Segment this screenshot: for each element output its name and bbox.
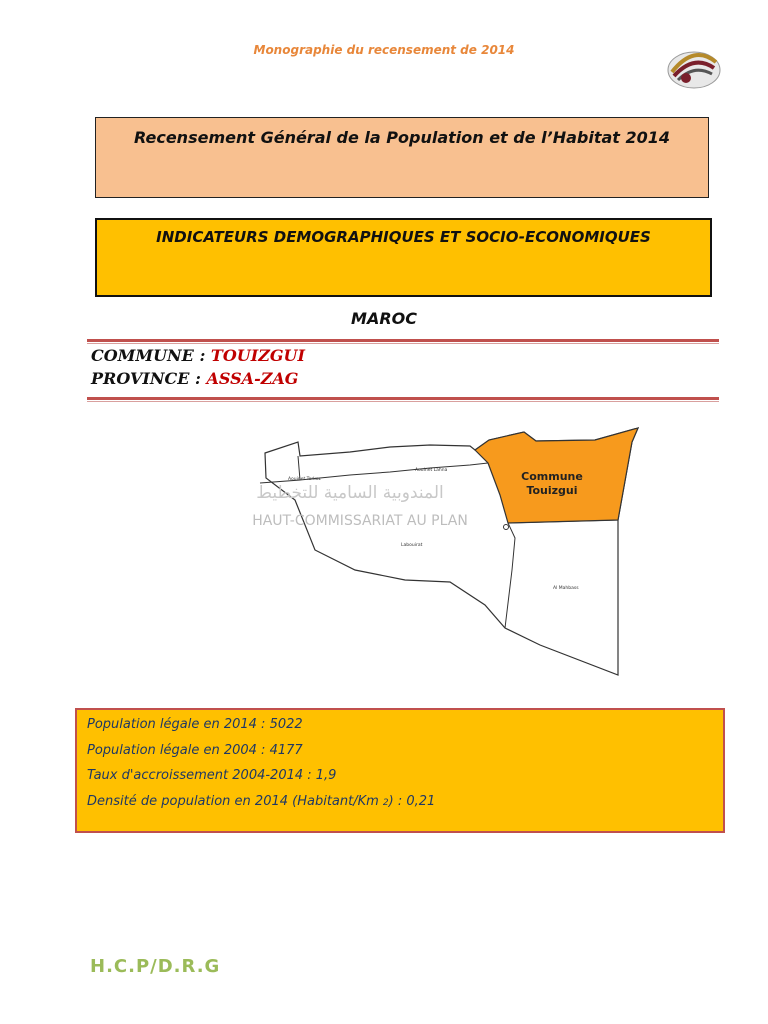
indicators-title: INDICATEURS DEMOGRAPHIQUES ET SOCIO-ECONOMIQUES xyxy=(156,228,651,246)
country-name: MAROC xyxy=(351,309,417,328)
location-marker-icon xyxy=(504,525,509,530)
region-label-4: Al Mahbass xyxy=(553,586,579,591)
population-2004: Population légale en 2004 : 4177 xyxy=(87,742,303,758)
hcp-logo-icon xyxy=(664,40,724,90)
commune-label: COMMUNE : xyxy=(91,346,211,365)
footer-label: H.C.P/D.R.G xyxy=(90,956,221,977)
watermark-latin: HAUT-COMMISSARIAT AU PLAN xyxy=(252,513,468,529)
province-map xyxy=(200,420,650,685)
commune-line xyxy=(91,346,305,365)
population-density xyxy=(87,791,723,817)
stats-box xyxy=(75,708,725,833)
watermark-arabic: المندوبية السامية للتخطيط xyxy=(256,483,444,503)
region-label-2: Aouinet Torkoz xyxy=(288,477,321,482)
province-value: ASSA-ZAG xyxy=(206,369,299,388)
census-title-box xyxy=(95,117,709,198)
density-prefix: Densité de population en 2014 (Habitant/Km xyxy=(87,793,383,809)
province-label: PROVINCE : xyxy=(91,369,207,388)
bottom-divider xyxy=(87,397,719,400)
census-title: Recensement Général de la Population et de l’Habitat 2014 xyxy=(133,128,671,147)
indicators-title-box xyxy=(95,218,712,297)
running-header: Monographie du recensement de 2014 xyxy=(253,43,515,57)
highlight-label-line2: Touizgui xyxy=(526,484,578,497)
province-line xyxy=(91,369,298,388)
region-label-3: Labouirat xyxy=(401,543,423,548)
highlight-label-line1: Commune xyxy=(521,470,583,483)
density-sub: 2 xyxy=(382,797,389,808)
top-divider xyxy=(87,339,719,342)
region-label-1: Aouinet Lahna xyxy=(415,468,448,473)
growth-rate: Taux d'accroissement 2004-2014 : 1,9 xyxy=(87,768,337,783)
density-suffix: ) : 0,21 xyxy=(388,793,436,809)
commune-value: TOUIZGUI xyxy=(210,346,305,365)
population-2014: Population légale en 2014 : 5022 xyxy=(87,717,303,732)
